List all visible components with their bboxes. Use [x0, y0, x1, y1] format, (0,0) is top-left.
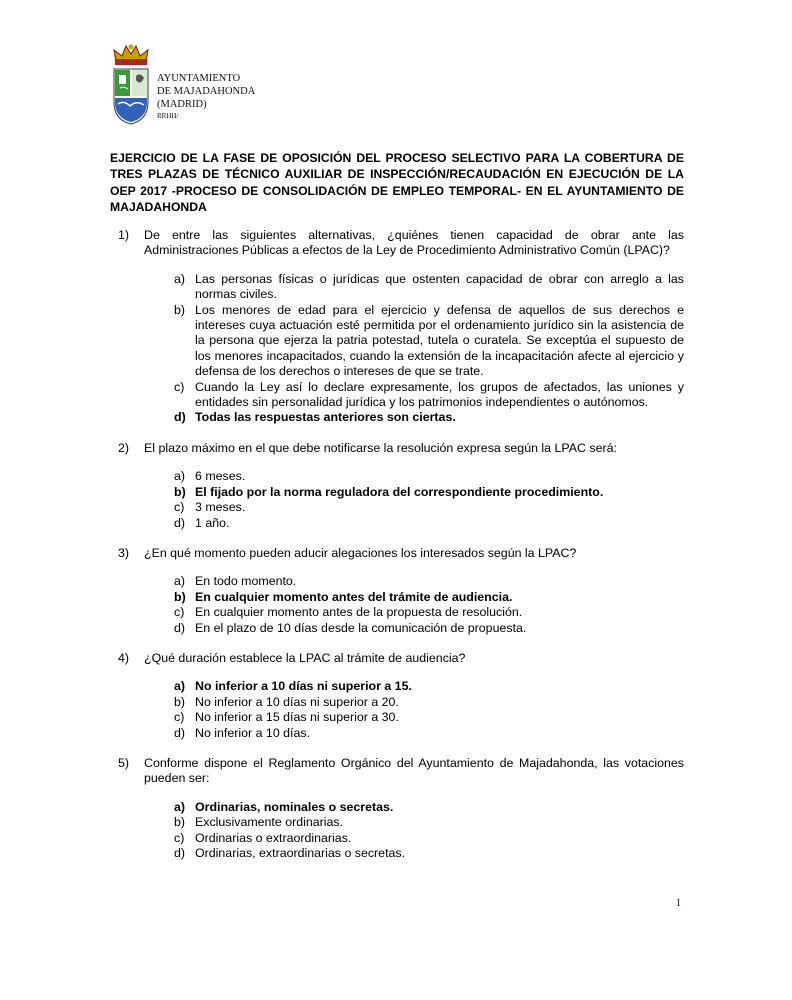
- coat-of-arms-icon: [110, 42, 152, 126]
- option-list: [144, 574, 684, 636]
- question-number: 1): [118, 228, 130, 242]
- option-text: Cuando la Ley así lo declare expresamente, los grupos de afectados, las uniones y entidades sin personalidad jurídica y los patrimonios independientes o autónomos.: [195, 379, 684, 410]
- option-letter: a): [174, 799, 186, 814]
- org-line-2: DE MAJADAHONDA: [157, 86, 256, 97]
- question-2: [110, 441, 684, 531]
- option-c: [161, 710, 684, 725]
- option-letter: a): [174, 469, 186, 484]
- option-text: Ordinarias, nominales o secretas.: [195, 799, 394, 814]
- option-text: Ordinarias o extraordinarias.: [195, 830, 352, 845]
- option-letter: d): [174, 620, 186, 635]
- option-d: [161, 516, 684, 531]
- option-text: No inferior a 10 días.: [195, 725, 311, 740]
- option-letter: b): [174, 589, 186, 604]
- question-1: [110, 228, 684, 426]
- option-letter: c): [174, 379, 185, 394]
- option-b-correct: [161, 485, 684, 500]
- option-list: [144, 679, 684, 741]
- question-number: 5): [118, 755, 130, 770]
- option-letter: a): [174, 271, 186, 286]
- option-text: Todas las respuestas anteriores son ciertas.: [195, 410, 456, 425]
- option-c: [161, 605, 684, 620]
- option-d-correct: [161, 410, 684, 425]
- question-text: El plazo máximo en el que debe notificarse la resolución expresa según la LPAC será:: [144, 440, 617, 455]
- org-line-3: (MADRID): [157, 99, 207, 110]
- option-letter: d): [174, 410, 186, 425]
- option-b: [161, 695, 684, 710]
- option-b: [161, 815, 684, 830]
- option-d: [161, 621, 684, 636]
- option-d: [161, 846, 684, 861]
- organization-name: [157, 72, 255, 121]
- option-text: No inferior a 15 días ni superior a 30.: [195, 710, 399, 725]
- org-line-1: AYUNTAMIENTO: [157, 73, 241, 84]
- exam-title: EJERCICIO DE LA FASE DE OPOSICIÓN DEL PROCESO SELECTIVO PARA LA COBERTURA DE TRES PLAZAS DE TÉCNICO AUXILIAR DE INSPECCIÓN/RECAUDACIÓN EN EJECUCIÓN DE LA OEP 2017 -PROCESO DE CONSOLIDACIÓN DE EMPLEO TEMPORAL- EN EL AYUNTAMIENTO DE MAJADAHONDA: [110, 151, 684, 214]
- option-c: [161, 380, 684, 411]
- question-number: 2): [118, 440, 130, 455]
- question-list: [110, 228, 684, 861]
- option-letter: d): [174, 846, 186, 860]
- question-number: 4): [118, 650, 130, 665]
- page-number: 1: [676, 898, 681, 909]
- question-text: Conforme dispone el Reglamento Orgánico del Ayuntamiento de Majadahonda, las votaciones pueden ser:: [144, 755, 684, 786]
- option-text: 1 año.: [195, 515, 230, 530]
- option-text: Los menores de edad para el ejercicio y defensa de aquellos de sus derechos e intereses cuya actuación esté permitida por el ordenamiento jurídico sin la asistencia de la persona que ejerza la patria potestad, tutela o curatela. Se exceptúa el supuesto de los menores incapacitados, cuando la extensión de la incapacitación afecte al ejercicio y defensa de los derechos o intereses de que se trate.: [195, 302, 684, 379]
- option-text: No inferior a 10 días ni superior a 20.: [195, 694, 399, 709]
- option-letter: b): [174, 484, 186, 499]
- option-a-correct: [161, 800, 684, 815]
- question-text: ¿Qué duración establece la LPAC al trámite de audiencia?: [144, 650, 466, 665]
- option-letter: b): [174, 302, 186, 317]
- option-b: [161, 303, 684, 380]
- option-text: 3 meses.: [195, 500, 246, 515]
- option-text: El fijado por la norma reguladora del correspondiente procedimiento.: [195, 484, 604, 499]
- option-a: [161, 469, 684, 484]
- option-list: [144, 469, 684, 531]
- option-text: En el plazo de 10 días desde la comunicación de propuesta.: [195, 620, 527, 635]
- option-c: [161, 500, 684, 515]
- option-b-correct: [161, 590, 684, 605]
- option-text: 6 meses.: [195, 469, 246, 484]
- option-text: No inferior a 10 días ni superior a 15.: [195, 679, 412, 694]
- letterhead: [110, 42, 370, 132]
- option-d: [161, 726, 684, 741]
- option-letter: a): [174, 574, 186, 589]
- option-letter: c): [174, 605, 185, 620]
- option-text: Ordinarias, extraordinarias o secretas.: [195, 846, 406, 860]
- option-letter: b): [174, 694, 186, 709]
- option-a: [161, 272, 684, 303]
- option-a: [161, 574, 684, 589]
- option-letter: b): [174, 815, 186, 830]
- option-text: En cualquier momento antes de la propuesta de resolución.: [195, 605, 523, 620]
- option-a-correct: [161, 679, 684, 694]
- question-5: [110, 756, 684, 861]
- question-3: [110, 546, 684, 636]
- option-text: En todo momento.: [195, 574, 297, 589]
- option-text: En cualquier momento antes del trámite de audiencia.: [195, 589, 513, 604]
- option-c: [161, 831, 684, 846]
- option-letter: d): [174, 515, 186, 530]
- option-letter: c): [174, 500, 185, 515]
- question-4: [110, 651, 684, 741]
- question-text: ¿En qué momento pueden aducir alegaciones los interesados según la LPAC?: [144, 545, 577, 560]
- option-list: [144, 272, 684, 426]
- org-department: RRHH/: [157, 112, 179, 120]
- option-letter: c): [174, 830, 185, 845]
- option-letter: c): [174, 710, 185, 725]
- option-letter: a): [174, 679, 186, 694]
- option-letter: d): [174, 725, 186, 740]
- question-text: De entre las siguientes alternativas, ¿quiénes tienen capacidad de obrar ante las Administraciones Públicas a efectos de la Ley de Procedimiento Administrativo Común (LPAC)?: [144, 228, 684, 258]
- option-text: Exclusivamente ordinarias.: [195, 815, 344, 830]
- question-number: 3): [118, 545, 130, 560]
- option-text: Las personas físicas o jurídicas que ostenten capacidad de obrar con arreglo a las normas civiles.: [195, 271, 684, 302]
- option-list: [144, 800, 684, 862]
